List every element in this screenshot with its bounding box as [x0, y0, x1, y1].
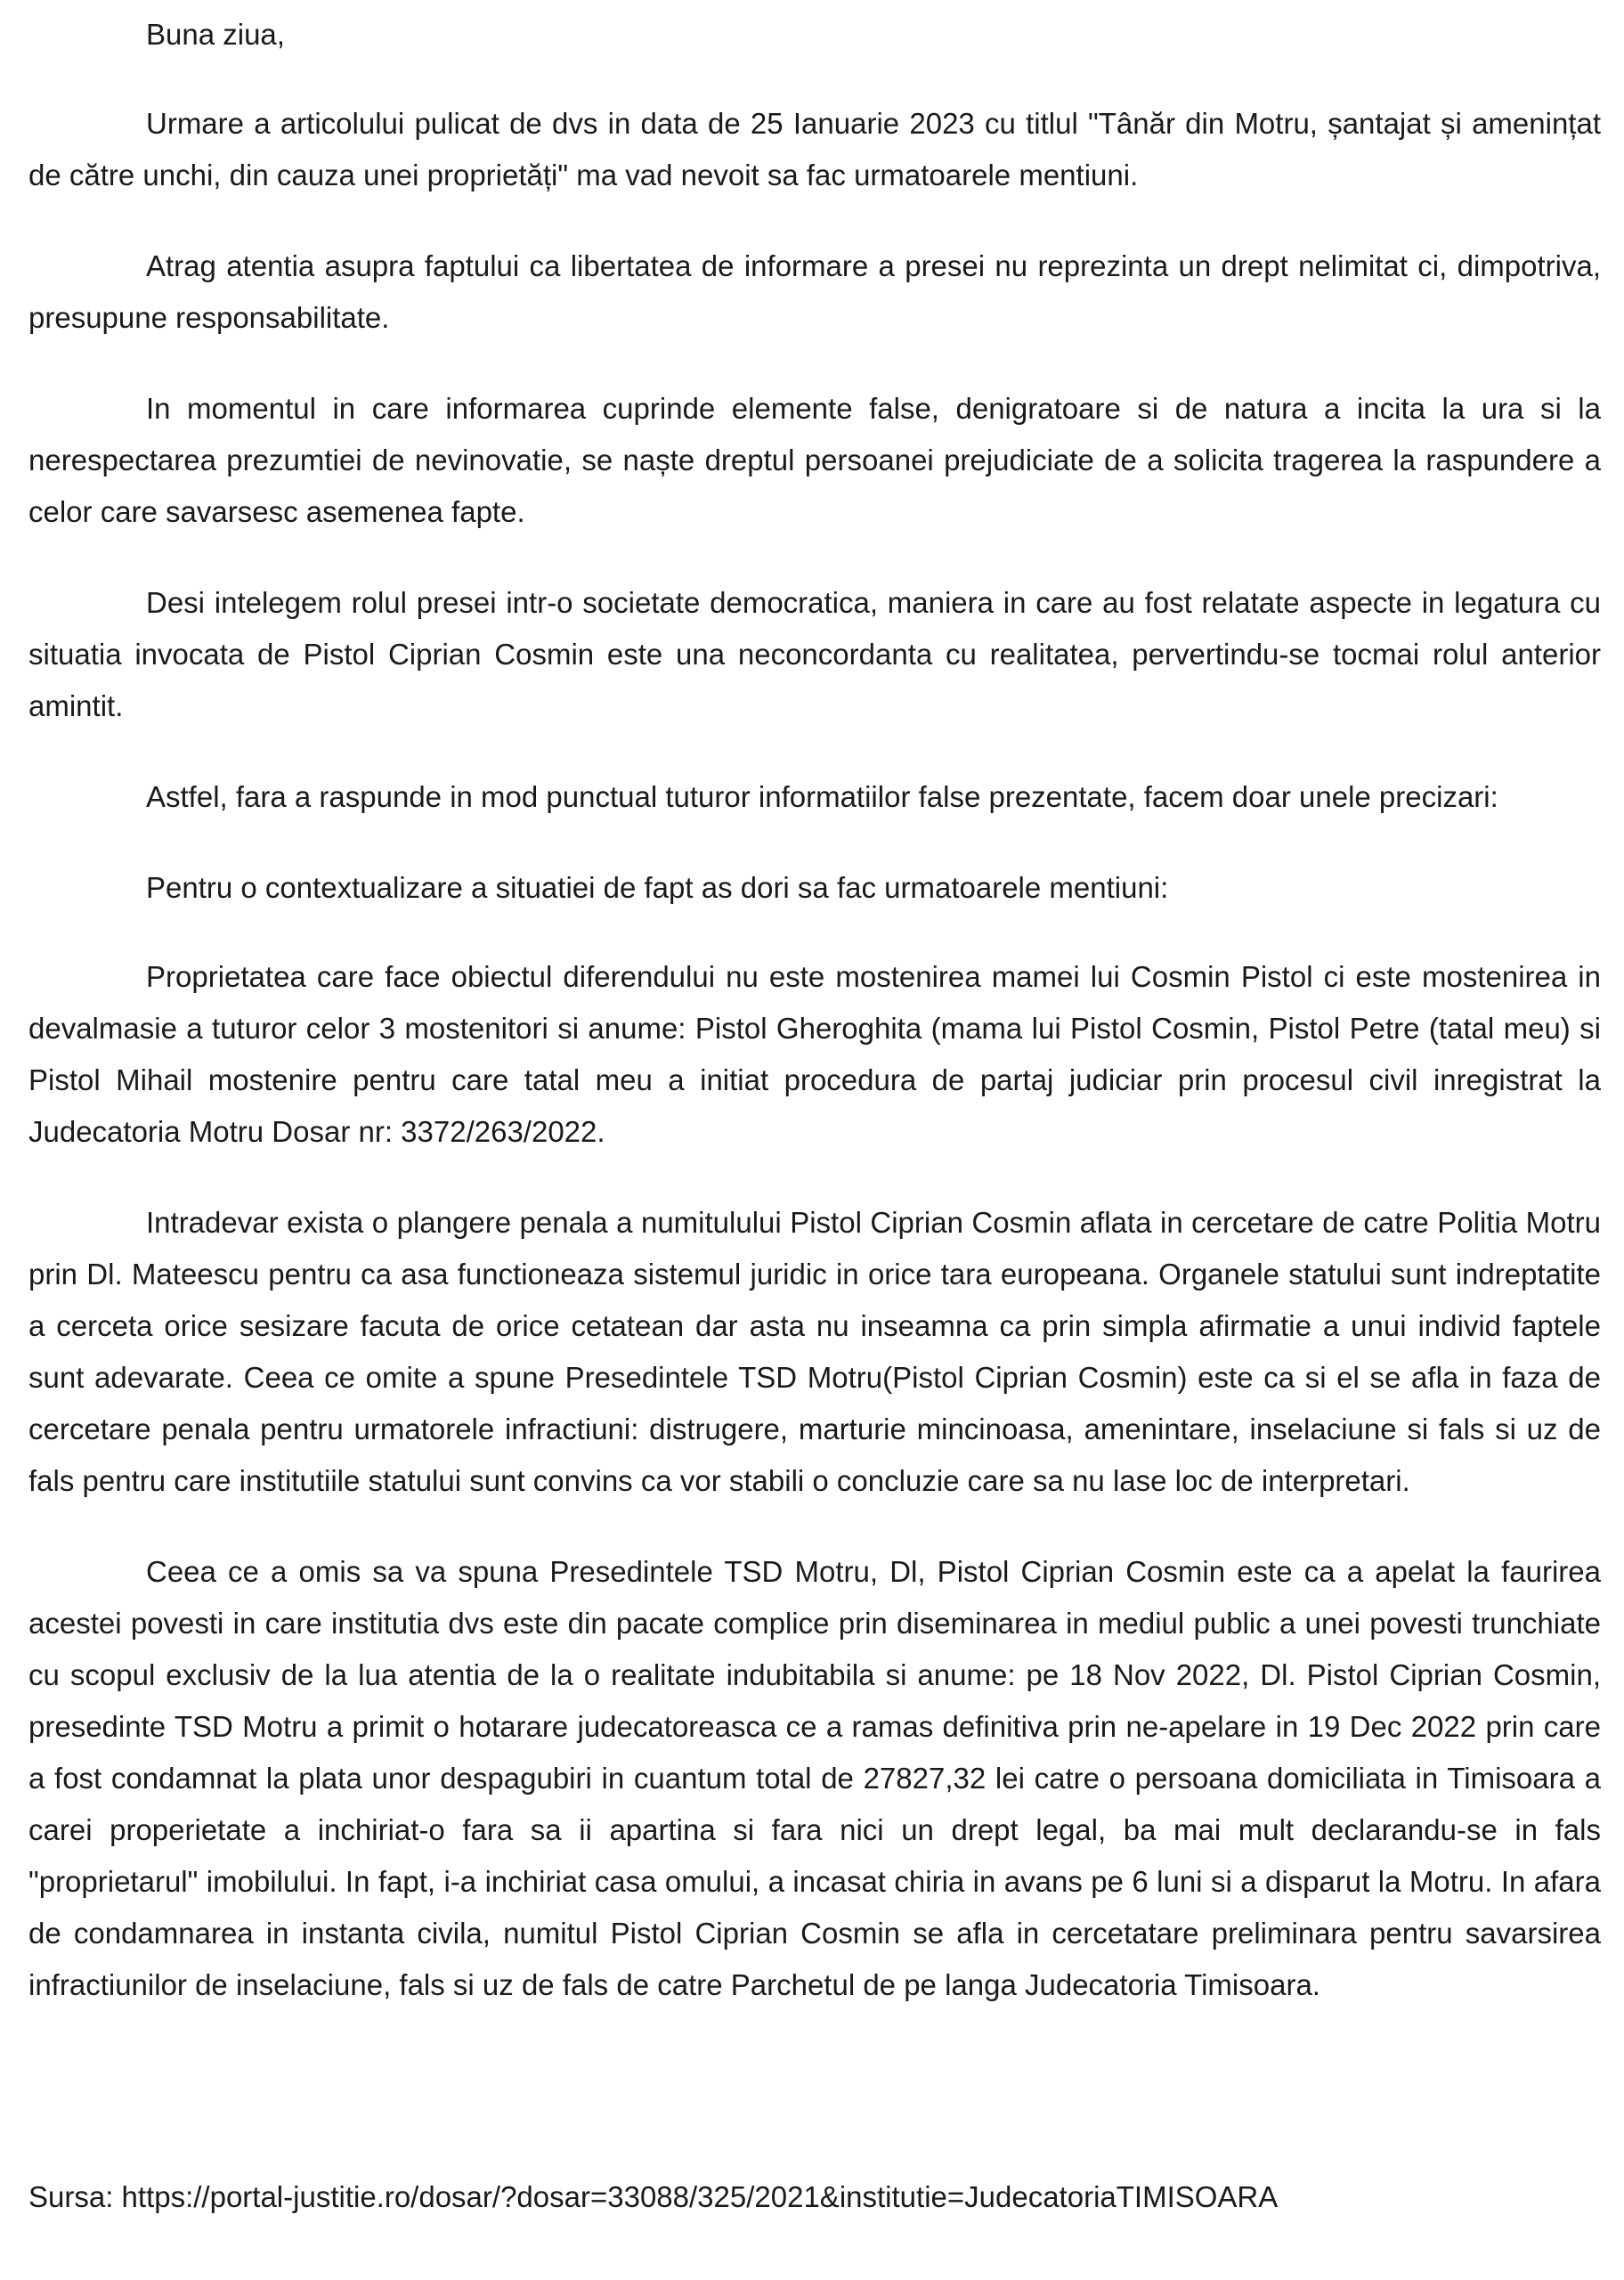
paragraph-article-reference: Urmare a articolului pulicat de dvs in data de 25 Ianuarie 2023 cu titlul "Tânăr din Motru, șantajat și amenințat de către unchi, din cauza unei proprietăți" ma vad nevoit sa fac urmatoarele mentiuni.: [28, 107, 1601, 191]
source-line: Sursa: https://portal-justitie.ro/dosar/?dosar=33088/325/2021&institutie=JudecatoriaTIMISOARA: [28, 2180, 1279, 2213]
paragraph-criminal-complaint: Intradevar exista o plangere penala a numitulului Pistol Ciprian Cosmin aflata in cercetare de catre Politia Motru prin Dl. Mateescu pentru ca asa functioneaza sistemul juridic in orice tara europeana. Organele statului sunt indreptatite a cerceta orice sesizare facuta de orice cetatean dar asta nu inseamna ca prin simpla afirmatie a unui individ faptele sunt adevarate. Ceea ce omite a spune Presedintele TSD Motru(Pistol Ciprian Cosmin) este ca si el se afla in faza de cercetare penala pentru urmatorele infractiuni: distrugere, marturie mincinoasa, amenintare, inselaciune si fals si uz de fals pentru care institutiile statului sunt convins ca vor stabili o concluzie care sa nu lase loc de interpretari.: [28, 1206, 1601, 1497]
paragraph-context-intro: Pentru o contextualizare a situatiei de fapt as dori sa fac urmatoarele mentiuni:: [146, 871, 1169, 904]
paragraph-property: Proprietatea care face obiectul diferendului nu este mostenirea mamei lui Cosmin Pistol ci este mostenirea in devalmasie a tuturor celor 3 mostenitori si anume: Pistol Gheroghita (mama lui Pistol Cosmin, Pistol Petre (tatal meu) si Pistol Mihail mostenire pentru care tatal meu a initiat procedura de partaj judiciar prin procesul civil inregistrat la Judecatoria Motru Dosar nr: 3372/263/2022.: [28, 960, 1601, 1148]
paragraph-false-information: In momentul in care informarea cuprinde elemente false, denigratoare si de natura a incita la ura si la nerespectarea prezumtiei de nevinovatie, se naște dreptul persoanei prejudiciate de a solicita tragerea la raspundere a celor care savarsesc asemenea fapte.: [28, 392, 1601, 528]
letter-body: [28, 9, 1601, 2050]
paragraph-press-role: Desi intelegem rolul presei intr-o societate democratica, maniera in care au fost relatate aspecte in legatura cu situatia invocata de Pistol Ciprian Cosmin este una neconcordanta cu realitatea, pervertindu-se tocmai rolul anterior amintit.: [28, 586, 1601, 722]
paragraph-press-freedom: Atrag atentia asupra faptului ca libertatea de informare a presei nu reprezinta un drept nelimitat ci, dimpotriva, presupune responsabilitate.: [28, 249, 1601, 334]
paragraph-clarifications-intro: Astfel, fara a raspunde in mod punctual tuturor informatiilor false prezentate, facem doar unele precizari:: [146, 780, 1498, 813]
greeting: Buna ziua,: [146, 18, 285, 51]
paragraph-court-decision: Ceea ce a omis sa va spuna Presedintele TSD Motru, Dl, Pistol Ciprian Cosmin este ca a apelat la faurirea acestei povesti in care institutia dvs este din pacate complice prin diseminarea in mediul public a unei povesti trunchiate cu scopul exclusiv de la lua atentia de la o realitate indubitabila si anume: pe 18 Nov 2022, Dl. Pistol Ciprian Cosmin, presedinte TSD Motru a primit o hotarare judecatoreasca ce a ramas definitiva prin ne-apelare in 19 Dec 2022 prin care a fost condamnat la plata unor despagubiri in cuantum total de 27827,32 lei catre o persoana domiciliata in Timisoara a carei properietate a inchiriat-o fara sa ii apartina si fara nici un drept legal, ba mai mult declarandu-se in fals "proprietarul" imobilului. In fapt, i-a inchiriat casa omului, a incasat chiria in avans pe 6 luni si a disparut la Motru. In afara de condamnarea in instanta civila, numitul Pistol Ciprian Cosmin se afla in cercetatare preliminara pentru savarsirea infractiunilor de inselaciune, fals si uz de fals de catre Parchetul de pe langa Judecatoria Timisoara.: [28, 1555, 1601, 2001]
